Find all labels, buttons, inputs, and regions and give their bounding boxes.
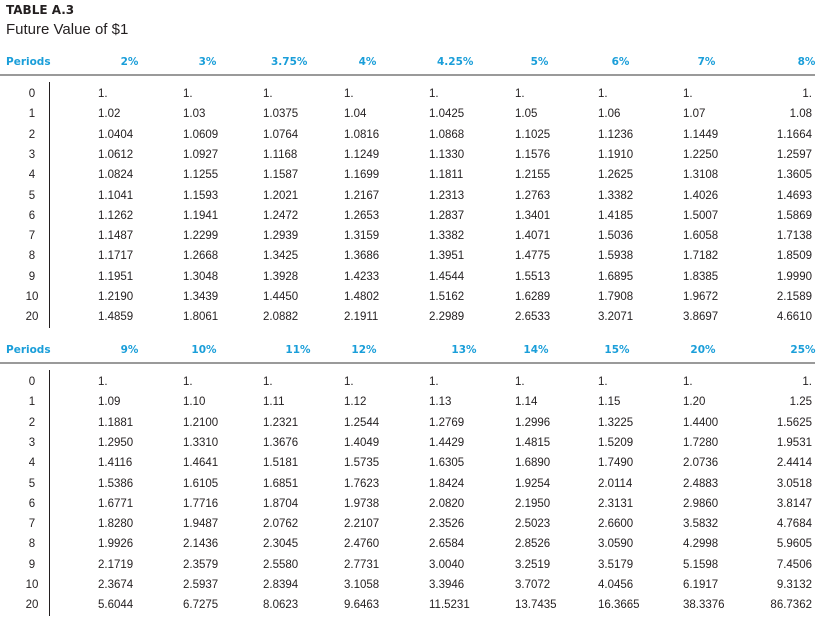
value-cell: 1.9254 xyxy=(515,477,551,490)
table-row xyxy=(0,376,821,396)
table-row xyxy=(0,498,821,518)
header-row xyxy=(0,344,821,364)
periods-header: Periods xyxy=(6,344,51,356)
rate-header: 3% xyxy=(198,56,217,68)
value-cell: 1. xyxy=(515,376,525,388)
value-cell: 3.3946 xyxy=(429,579,465,591)
value-cell: 1. xyxy=(98,88,108,100)
rate-header: 4% xyxy=(358,56,377,68)
value-cell: 2.6584 xyxy=(429,538,465,551)
value-cell: 6.7275 xyxy=(183,599,219,612)
value-cell: 1.02 xyxy=(98,108,121,121)
value-cell: 1.2597 xyxy=(776,148,812,161)
value-cell: 1.5513 xyxy=(515,270,551,283)
value-cell: 2.2989 xyxy=(429,311,465,324)
value-cell: 1.3159 xyxy=(344,230,380,243)
table-row xyxy=(0,417,821,437)
value-cell: 1.13 xyxy=(429,396,452,409)
value-cell: 1.2167 xyxy=(344,189,380,202)
value-cell: 4.2998 xyxy=(683,538,719,551)
value-cell: 1.7623 xyxy=(344,477,380,490)
value-cell: 1.5007 xyxy=(683,209,719,222)
value-cell: 9.6463 xyxy=(344,599,380,612)
value-cell: 1.20 xyxy=(683,396,706,409)
periods-header: Periods xyxy=(6,56,51,68)
value-cell: 1.9738 xyxy=(344,497,380,510)
value-cell: 6.1917 xyxy=(683,579,719,591)
value-cell: 1.2155 xyxy=(515,169,551,182)
value-cell: 1.1025 xyxy=(515,128,551,141)
value-cell: 1.0927 xyxy=(183,148,219,161)
period-cell: 4 xyxy=(28,169,36,182)
value-cell: 1.1236 xyxy=(598,128,634,141)
value-cell: 1.9990 xyxy=(776,270,812,283)
period-cell: 7 xyxy=(28,230,36,243)
value-cell: 1.5209 xyxy=(598,436,634,449)
value-cell: 1.1487 xyxy=(98,230,134,243)
value-cell: 1.3686 xyxy=(344,250,380,263)
table-row xyxy=(0,210,821,230)
value-cell: 1.3310 xyxy=(183,436,219,449)
table-row xyxy=(0,129,821,149)
value-cell: 8.0623 xyxy=(263,599,299,612)
period-cell: 9 xyxy=(28,558,36,571)
value-cell: 1.11 xyxy=(263,396,285,409)
value-cell: 1.3676 xyxy=(263,436,299,449)
value-cell: 1.1811 xyxy=(429,169,464,182)
table-row xyxy=(0,599,821,619)
period-cell: 3 xyxy=(28,148,36,161)
value-cell: 2.3526 xyxy=(429,518,465,531)
value-cell: 1.4775 xyxy=(515,250,551,263)
value-cell: 1.5036 xyxy=(598,230,634,243)
value-cell: 2.1589 xyxy=(776,291,812,303)
value-cell: 1.3401 xyxy=(515,209,551,222)
value-cell: 1.4026 xyxy=(683,189,719,202)
value-cell: 2.0882 xyxy=(263,311,299,324)
value-cell: 1. xyxy=(183,88,193,100)
value-cell: 1.05 xyxy=(515,108,538,121)
value-cell: 1. xyxy=(598,88,608,100)
value-cell: 1.7182 xyxy=(683,250,719,263)
value-cell: 1. xyxy=(802,88,812,100)
value-cell: 1.6105 xyxy=(183,477,219,490)
value-cell: 1.04 xyxy=(344,108,367,121)
value-cell: 1.1941 xyxy=(183,209,219,222)
value-cell: 3.0518 xyxy=(776,477,812,490)
value-cell: 1.3425 xyxy=(263,250,299,263)
value-cell: 1. xyxy=(429,376,439,388)
value-cell: 11.5231 xyxy=(429,599,470,612)
value-cell: 1.10 xyxy=(183,396,206,409)
value-cell: 1.3951 xyxy=(429,250,465,263)
value-cell: 13.7435 xyxy=(515,599,557,612)
value-cell: 5.9605 xyxy=(776,538,812,551)
value-cell: 1.2668 xyxy=(183,250,219,263)
value-cell: 1.1041 xyxy=(98,189,134,202)
table-row xyxy=(0,190,821,210)
rate-header: 25% xyxy=(790,344,816,356)
value-cell: 1.1910 xyxy=(598,148,634,161)
table-row xyxy=(0,396,821,416)
value-cell: 1.08 xyxy=(789,108,812,121)
value-cell: 9.3132 xyxy=(776,579,812,591)
value-cell: 1.3382 xyxy=(429,230,465,243)
value-cell: 1.8704 xyxy=(263,497,299,510)
value-cell: 1.4429 xyxy=(429,436,465,449)
value-cell: 1.03 xyxy=(183,108,206,121)
value-cell: 1.4693 xyxy=(776,189,812,202)
value-cell: 1.2250 xyxy=(683,148,719,161)
value-cell: 3.5832 xyxy=(683,518,719,531)
value-cell: 1.4185 xyxy=(598,209,634,222)
value-cell: 1.8509 xyxy=(776,250,812,263)
value-cell: 1.2837 xyxy=(429,209,465,222)
value-cell: 1.2313 xyxy=(429,189,465,202)
value-cell: 1.15 xyxy=(598,396,621,409)
rate-header: 5% xyxy=(530,56,549,68)
value-cell: 1.0816 xyxy=(344,128,380,141)
value-cell: 1.5181 xyxy=(263,457,299,470)
value-cell: 2.5937 xyxy=(183,579,219,591)
period-cell: 7 xyxy=(28,518,36,531)
value-cell: 1. xyxy=(683,376,693,388)
rate-header: 2% xyxy=(120,56,139,68)
value-cell: 1.3928 xyxy=(263,270,299,283)
value-cell: 1.0375 xyxy=(263,108,299,121)
value-cell: 1.09 xyxy=(98,396,121,409)
value-cell: 1.2021 xyxy=(263,189,299,202)
value-cell: 1.6289 xyxy=(515,291,551,303)
value-cell: 2.0736 xyxy=(683,457,719,470)
value-cell: 1.7490 xyxy=(598,457,634,470)
value-cell: 1.2763 xyxy=(515,189,551,202)
value-cell: 3.8697 xyxy=(683,311,719,324)
value-cell: 1.1664 xyxy=(776,128,812,141)
value-cell: 1.0425 xyxy=(429,108,465,121)
value-cell: 1.9487 xyxy=(183,518,219,531)
rate-header: 6% xyxy=(611,56,630,68)
table-row xyxy=(0,149,821,169)
value-cell: 1.6771 xyxy=(98,497,134,510)
value-cell: 1. xyxy=(344,376,354,388)
value-cell: 1.2100 xyxy=(183,416,219,429)
value-cell: 1.6890 xyxy=(515,457,551,470)
rate-header: 4.25% xyxy=(437,56,474,68)
value-cell: 4.7684 xyxy=(776,518,812,531)
table-row xyxy=(0,311,821,331)
value-cell: 3.5179 xyxy=(598,558,634,571)
period-cell: 1 xyxy=(28,108,36,121)
value-cell: 2.4883 xyxy=(683,477,719,490)
value-cell: 2.9860 xyxy=(683,497,719,510)
table-row xyxy=(0,230,821,250)
value-cell: 1.2939 xyxy=(263,230,299,243)
value-cell: 2.5580 xyxy=(263,558,299,571)
value-cell: 2.1719 xyxy=(98,558,134,571)
value-cell: 1.4116 xyxy=(98,457,133,470)
value-cell: 1.4071 xyxy=(515,230,551,243)
value-cell: 5.1598 xyxy=(683,558,719,571)
value-cell: 1. xyxy=(263,376,273,388)
value-cell: 1.4859 xyxy=(98,311,134,324)
value-cell: 1.9531 xyxy=(776,436,812,449)
period-cell: 1 xyxy=(28,396,36,409)
value-cell: 1.1699 xyxy=(344,169,380,182)
value-cell: 1.2544 xyxy=(344,416,380,429)
value-cell: 2.6533 xyxy=(515,311,551,324)
table-row xyxy=(0,88,821,108)
value-cell: 1.8385 xyxy=(683,270,719,283)
value-cell: 86.7362 xyxy=(770,599,812,612)
value-cell: 1.4544 xyxy=(429,270,465,283)
value-cell: 1.3605 xyxy=(776,169,812,182)
period-cell: 0 xyxy=(28,88,36,100)
value-cell: 1.8280 xyxy=(98,518,134,531)
value-cell: 1.4233 xyxy=(344,270,380,283)
period-cell: 8 xyxy=(28,538,36,551)
period-cell: 10 xyxy=(25,291,39,303)
period-cell: 5 xyxy=(28,189,36,202)
value-cell: 3.2071 xyxy=(598,311,634,324)
value-cell: 1.1168 xyxy=(263,148,298,161)
value-cell: 1.0824 xyxy=(98,169,134,182)
table-row xyxy=(0,457,821,477)
value-cell: 3.8147 xyxy=(776,497,812,510)
table-row xyxy=(0,437,821,457)
value-cell: 3.2519 xyxy=(515,558,551,571)
table-row xyxy=(0,538,821,558)
value-cell: 1.0868 xyxy=(429,128,465,141)
value-cell: 2.5023 xyxy=(515,518,551,531)
value-cell: 1.3439 xyxy=(183,291,219,303)
period-cell: 8 xyxy=(28,250,36,263)
value-cell: 1. xyxy=(515,88,525,100)
value-cell: 2.3674 xyxy=(98,579,134,591)
value-cell: 1.7716 xyxy=(183,497,219,510)
table-row xyxy=(0,579,821,599)
rate-header: 20% xyxy=(690,344,716,356)
value-cell: 1.5735 xyxy=(344,457,380,470)
value-cell: 1.4802 xyxy=(344,291,380,303)
value-cell: 1.3048 xyxy=(183,270,219,283)
value-cell: 1.2625 xyxy=(598,169,634,182)
value-cell: 2.3579 xyxy=(183,558,219,571)
value-cell: 16.3665 xyxy=(598,599,640,612)
rate-header: 11% xyxy=(285,344,311,356)
value-cell: 3.0590 xyxy=(598,538,634,551)
rate-header: 14% xyxy=(523,344,549,356)
value-cell: 1.5625 xyxy=(776,416,812,429)
value-cell: 1. xyxy=(263,88,273,100)
value-cell: 1.8424 xyxy=(429,477,465,490)
value-cell: 1.2653 xyxy=(344,209,380,222)
value-cell: 1.25 xyxy=(789,396,812,409)
rate-header: 15% xyxy=(604,344,630,356)
value-cell: 1.4400 xyxy=(683,416,719,429)
value-cell: 1.1262 xyxy=(98,209,134,222)
header-divider xyxy=(0,74,815,76)
value-cell: 1.1249 xyxy=(344,148,380,161)
value-cell: 1.12 xyxy=(344,396,367,409)
value-cell: 2.0114 xyxy=(598,477,633,490)
value-cell: 1.1593 xyxy=(183,189,219,202)
value-cell: 2.6600 xyxy=(598,518,634,531)
value-cell: 1.4815 xyxy=(515,436,551,449)
value-cell: 1.2996 xyxy=(515,416,551,429)
header-divider xyxy=(0,362,815,364)
value-cell: 4.6610 xyxy=(776,311,812,324)
value-cell: 3.7072 xyxy=(515,579,551,591)
value-cell: 1.1717 xyxy=(98,250,134,263)
period-cell: 9 xyxy=(28,270,36,283)
period-cell: 6 xyxy=(28,209,36,222)
rate-header: 13% xyxy=(451,344,477,356)
value-cell: 2.4414 xyxy=(776,457,812,470)
rate-header: 10% xyxy=(191,344,217,356)
period-cell: 20 xyxy=(25,311,39,324)
value-cell: 1.3382 xyxy=(598,189,634,202)
value-cell: 1.9926 xyxy=(98,538,134,551)
value-cell: 1.7280 xyxy=(683,436,719,449)
value-cell: 1.0609 xyxy=(183,128,219,141)
rate-header: 12% xyxy=(351,344,377,356)
value-cell: 1. xyxy=(683,88,693,100)
value-cell: 1.6058 xyxy=(683,230,719,243)
table-row xyxy=(0,250,821,270)
period-cell: 4 xyxy=(28,457,36,470)
value-cell: 2.1950 xyxy=(515,497,551,510)
value-cell: 3.1058 xyxy=(344,579,380,591)
value-cell: 2.7731 xyxy=(344,558,380,571)
value-cell: 1.06 xyxy=(598,108,621,121)
table-row xyxy=(0,559,821,579)
value-cell: 2.3045 xyxy=(263,538,299,551)
value-cell: 1.1330 xyxy=(429,148,465,161)
table-title: Future Value of $1 xyxy=(6,21,129,38)
value-cell: 2.3131 xyxy=(598,497,634,510)
value-cell: 1.2190 xyxy=(98,291,134,303)
value-cell: 1.9672 xyxy=(683,291,719,303)
period-cell: 0 xyxy=(28,376,36,388)
value-cell: 5.6044 xyxy=(98,599,134,612)
value-cell: 1.6895 xyxy=(598,270,634,283)
value-cell: 1.1587 xyxy=(263,169,299,182)
value-cell: 1.1951 xyxy=(98,270,134,283)
value-cell: 1.3225 xyxy=(598,416,634,429)
value-cell: 1.8061 xyxy=(183,311,219,324)
value-cell: 2.0820 xyxy=(429,497,465,510)
value-cell: 1.1255 xyxy=(183,169,219,182)
value-cell: 1. xyxy=(598,376,608,388)
value-cell: 1.5386 xyxy=(98,477,134,490)
value-cell: 1.4450 xyxy=(263,291,299,303)
value-cell: 1.0404 xyxy=(98,128,134,141)
value-cell: 2.2107 xyxy=(344,518,380,531)
value-cell: 1.07 xyxy=(683,108,706,121)
value-cell: 1.6851 xyxy=(263,477,299,490)
value-cell: 1.0612 xyxy=(98,148,134,161)
table-row xyxy=(0,108,821,128)
value-cell: 1. xyxy=(344,88,354,100)
value-cell: 1.2769 xyxy=(429,416,465,429)
value-cell: 2.0762 xyxy=(263,518,299,531)
value-cell: 1.14 xyxy=(515,396,538,409)
header-row xyxy=(0,56,821,76)
value-cell: 2.1911 xyxy=(344,311,379,324)
period-cell: 10 xyxy=(25,579,39,591)
value-cell: 2.1436 xyxy=(183,538,219,551)
table-row xyxy=(0,478,821,498)
value-cell: 1. xyxy=(98,376,108,388)
value-cell: 1.5162 xyxy=(429,291,465,303)
rate-header: 7% xyxy=(697,56,716,68)
value-cell: 1. xyxy=(802,376,812,388)
period-cell: 6 xyxy=(28,497,36,510)
period-cell: 5 xyxy=(28,477,36,490)
value-cell: 1.2299 xyxy=(183,230,219,243)
rate-header: 9% xyxy=(120,344,139,356)
value-cell: 3.0040 xyxy=(429,558,465,571)
value-cell: 1. xyxy=(429,88,439,100)
value-cell: 1.4049 xyxy=(344,436,380,449)
value-cell: 1.4641 xyxy=(183,457,219,470)
value-cell: 1.2950 xyxy=(98,436,134,449)
value-cell: 1.7908 xyxy=(598,291,634,303)
value-cell: 2.8526 xyxy=(515,538,551,551)
period-cell: 3 xyxy=(28,436,36,449)
value-cell: 2.8394 xyxy=(263,579,299,591)
value-cell: 1.5869 xyxy=(776,209,812,222)
period-cell: 20 xyxy=(25,599,39,612)
table-row xyxy=(0,271,821,291)
value-cell: 1.2321 xyxy=(263,416,299,429)
value-cell: 7.4506 xyxy=(776,558,812,571)
value-cell: 1.2472 xyxy=(263,209,299,222)
rate-header: 3.75% xyxy=(271,56,308,68)
rate-header: 8% xyxy=(797,56,816,68)
value-cell: 1.3108 xyxy=(683,169,719,182)
value-cell: 38.3376 xyxy=(683,599,725,612)
value-cell: 1.0764 xyxy=(263,128,299,141)
table-label: TABLE A.3 xyxy=(6,3,75,17)
table-row xyxy=(0,518,821,538)
value-cell: 1.7138 xyxy=(776,230,812,243)
value-cell: 1.6305 xyxy=(429,457,465,470)
value-cell: 1.1881 xyxy=(98,416,134,429)
period-cell: 2 xyxy=(28,128,36,141)
value-cell: 1.1449 xyxy=(683,128,719,141)
value-cell: 1.1576 xyxy=(515,148,551,161)
table-row xyxy=(0,291,821,311)
period-cell: 2 xyxy=(28,416,36,429)
table-row xyxy=(0,169,821,189)
value-cell: 4.0456 xyxy=(598,579,634,591)
value-cell: 1. xyxy=(183,376,193,388)
value-cell: 1.5938 xyxy=(598,250,634,263)
value-cell: 2.4760 xyxy=(344,538,380,551)
